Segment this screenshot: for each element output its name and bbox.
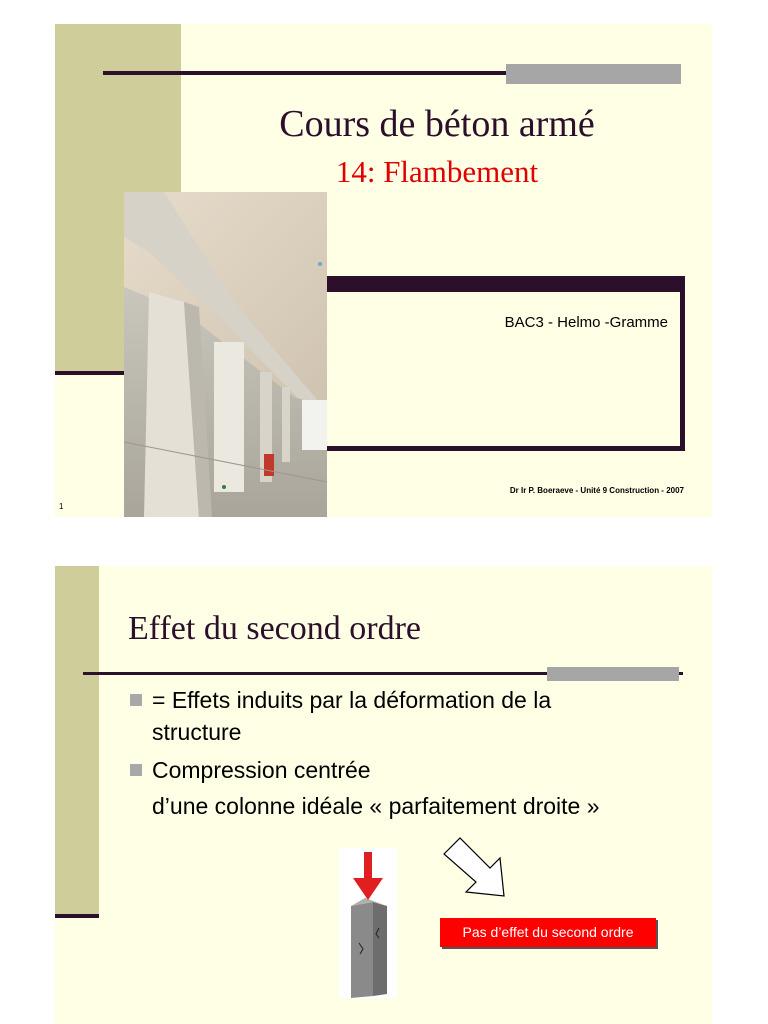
footer-credit: Dr Ir P. Boeraeve - Unité 9 Construction - 2007 (509, 486, 684, 495)
grey-bar (547, 667, 679, 681)
column-diagram (339, 848, 397, 998)
title-slide (55, 24, 712, 517)
slide-subtitle: 14: Flambement (335, 154, 539, 189)
no-second-order-label: Pas d’effet du second ordre (440, 918, 656, 947)
down-right-arrow-icon (440, 834, 510, 902)
top-rule (103, 71, 553, 75)
bullet-square-icon (130, 694, 142, 706)
bullet-square-icon (130, 764, 142, 776)
slide-title: Effet du second ordre (128, 610, 421, 647)
bullet-2-line-1: Compression centrée (152, 757, 371, 783)
content-slide (55, 566, 712, 1024)
grey-bar (506, 64, 681, 84)
bullet-2-line-2: d’une colonne idéale « parfaitement droite » (152, 793, 600, 819)
bullet-1-line-2: structure (152, 719, 242, 745)
organization-text: BAC3 - Helmo -Gramme (504, 314, 668, 331)
info-box (327, 276, 685, 451)
slide-title: Cours de béton armé (279, 103, 595, 145)
construction-photo (124, 192, 327, 517)
bullet-1-line-1: = Effets induits par la déformation de la (152, 687, 552, 713)
sidebar-rule (55, 914, 99, 918)
olive-sidebar (55, 566, 99, 914)
page-number: 1 (59, 502, 64, 511)
